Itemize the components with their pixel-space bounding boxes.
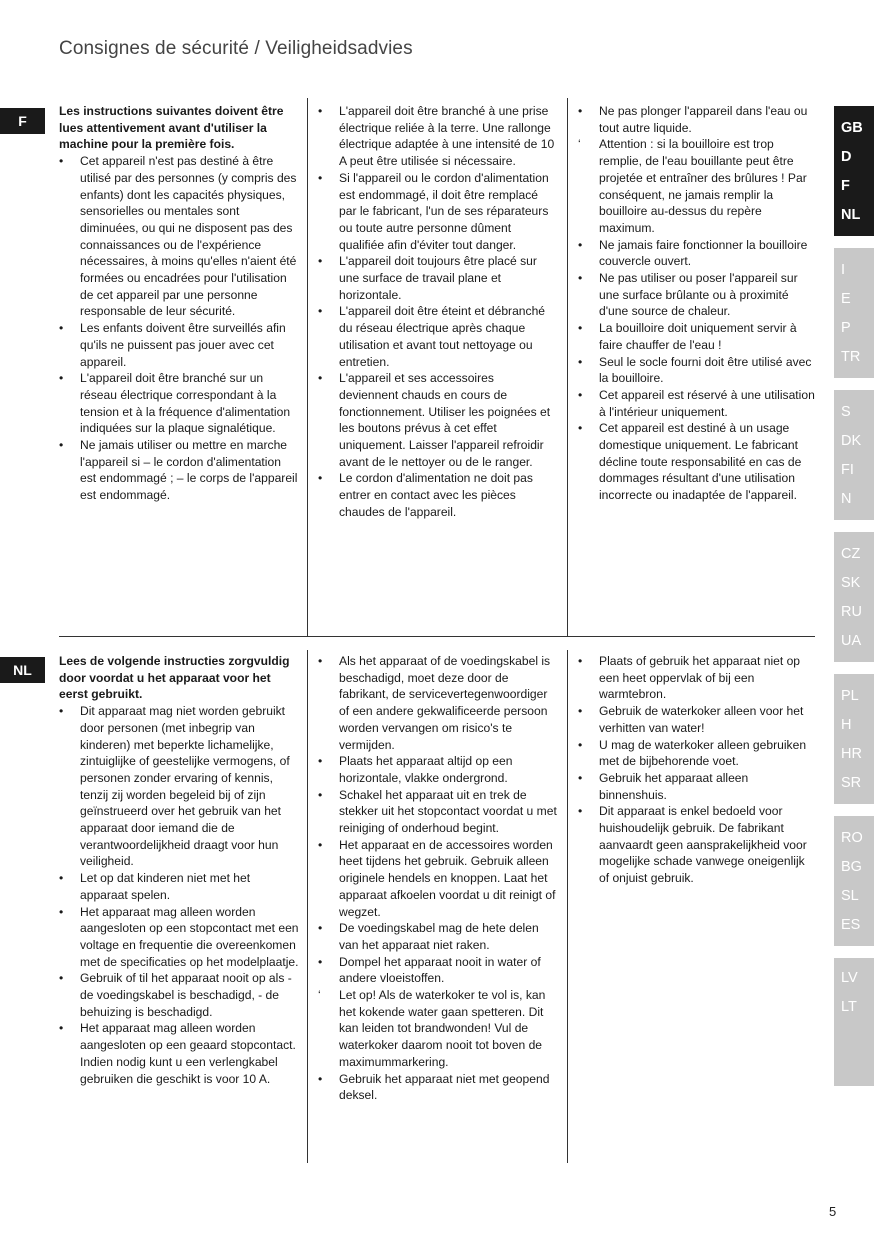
column-divider xyxy=(307,98,308,636)
list-item: • Si l'appareil ou le cordon d'alimentation est endommagé, il doit être remplacé par le fabricant, l'un de ses réparateurs ou toute autre personne dûment qualifiée afin d'éviter tout danger. xyxy=(318,170,556,254)
language-code: SR xyxy=(841,775,862,791)
list-item: • L'appareil doit toujours être placé sur une surface de travail plane et horizontale. xyxy=(318,253,556,303)
language-code: LV xyxy=(841,970,858,986)
section-tag-french: F xyxy=(0,108,45,134)
nl-column-2 xyxy=(318,653,558,1104)
list-item: • Les enfants doivent être surveillés afin qu'ils ne puissent pas jouer avec cet appareil. xyxy=(59,320,299,370)
column-divider xyxy=(567,650,568,1163)
nl-column-1 xyxy=(59,653,299,1087)
fr-intro: Les instructions suivantes doivent être lues attentivement avant d'utiliser la machine pour la première fois. xyxy=(59,104,284,152)
nl-col1-list xyxy=(59,703,299,1087)
language-tab-group[interactable] xyxy=(834,958,874,1086)
fr-column-1 xyxy=(59,103,299,504)
language-code: SL xyxy=(841,888,859,904)
list-item: • Let op dat kinderen niet met het apparaat spelen. xyxy=(59,870,299,903)
language-code: E xyxy=(841,291,851,307)
list-item: • Plaats of gebruik het apparaat niet op een heet oppervlak of bij een warmtebron. xyxy=(578,653,818,703)
list-item: • De voedingskabel mag de hete delen van het apparaat niet raken. xyxy=(318,920,558,953)
language-code: ES xyxy=(841,917,861,933)
nl-col3-list xyxy=(578,653,818,887)
list-item: • Dit apparaat is enkel bedoeld voor huishoudelijk gebruik. De fabrikant aanvaardt geen aansprakelijkheid voor mogelijke schade vanwege oneigenlijk of onjuist gebruik. xyxy=(578,803,818,887)
list-item: • Ne pas utiliser ou poser l'appareil sur une surface brûlante ou à proximité d'une source de chaleur. xyxy=(578,270,816,320)
list-item: • Cet appareil est destiné à un usage domestique uniquement. Le fabricant décline toute responsabilité en cas de dommages résultant d'une utilisation incorrecte ou inadaptée de l'appareil. xyxy=(578,420,816,504)
list-item: • Gebruik het apparaat niet met geopend deksel. xyxy=(318,1071,558,1104)
section-divider xyxy=(59,636,815,637)
list-item: • Cet appareil n'est pas destiné à être utilisé par des personnes (y compris des enfants) dont les capacités physiques, sensorielles ou mentales sont diminuées, ou qui ne disposent pas des connaissances ou de l'expérience nécessaires, à moins qu'elles n'aient été formées ou encadrées pour l'utilisation de cet appareil par une personne responsable de leur sécurité. xyxy=(59,153,299,320)
language-tab-group[interactable] xyxy=(834,390,874,520)
list-item: • Dit apparaat mag niet worden gebruikt door personen (met inbegrip van kinderen) met beperkte lichamelijke, zintuiglijke of geestelijke vermogens, of personen zonder ervaring of kennis, tenzij zij worden begeleid bij of zijn geïnstrueerd over het gebruik van het apparaat door iemand die de verantwoordelijkheid draagt voor hun veiligheid. xyxy=(59,703,299,870)
list-item: • Gebruik het apparaat alleen binnenshuis. xyxy=(578,770,818,803)
list-item: ‘ Let op! Als de waterkoker te vol is, kan het kokende water gaan spetteren. Dit kan leiden tot brandwonden! Vul de waterkoker daarom nooit tot boven de maximummarkering. xyxy=(318,987,558,1071)
nl-col2-list xyxy=(318,653,558,1104)
language-tab-group[interactable] xyxy=(834,674,874,804)
language-tab-group[interactable] xyxy=(834,532,874,662)
list-item: • Dompel het apparaat nooit in water of andere vloeistoffen. xyxy=(318,954,558,987)
list-item: • Het apparaat mag alleen worden aangesloten op een geaard stopcontact. Indien nodig kunt u een verlengkabel gebruiken die geschikt is voor 10 A. xyxy=(59,1020,299,1087)
list-item: • Le cordon d'alimentation ne doit pas entrer en contact avec les pièces chaudes de l'appareil. xyxy=(318,470,556,520)
list-item: • Als het apparaat of de voedingskabel is beschadigd, moet deze door de fabrikant, de servicevertegenwoordiger of een andere gekwalificeerde persoon worden vervangen om risico's te vermijden. xyxy=(318,653,558,753)
fr-column-2 xyxy=(318,103,556,521)
language-tab-group[interactable] xyxy=(834,816,874,946)
list-item: • Gebruik of til het apparaat nooit op als - de voedingskabel is beschadigd, - de behuizing is beschadigd. xyxy=(59,970,299,1020)
fr-col2-list xyxy=(318,103,556,521)
section-tag-dutch: NL xyxy=(0,657,45,683)
language-code: RO xyxy=(841,830,863,846)
list-item: • L'appareil doit être branché à une prise électrique reliée à la terre. Une rallonge électrique adaptée à une intensité de 10 A peut être utilisée si nécessaire. xyxy=(318,103,556,170)
language-code: GB xyxy=(841,120,863,136)
language-code: NL xyxy=(841,207,861,223)
language-code: RU xyxy=(841,604,862,620)
list-item: • Het apparaat mag alleen worden aangesloten op een stopcontact met een voltage en frequentie die overeenkomen met de specificaties op het modelplaatje. xyxy=(59,904,299,971)
nl-column-3 xyxy=(578,653,818,887)
list-item: • L'appareil doit être branché sur un réseau électrique correspondant à la tension et à la fréquence d'alimentation indiquées sur la plaque signalétique. xyxy=(59,370,299,437)
list-item: • U mag de waterkoker alleen gebruiken met de bijbehorende voet. xyxy=(578,737,818,770)
language-code: S xyxy=(841,404,851,420)
language-code: DK xyxy=(841,433,862,449)
nl-intro: Lees de volgende instructies zorgvuldig door voordat u het apparaat voor het eerst gebruikt. xyxy=(59,654,290,702)
language-tab-group[interactable] xyxy=(834,248,874,378)
list-item: • Plaats het apparaat altijd op een horizontale, vlakke ondergrond. xyxy=(318,753,558,786)
list-item: ‘ Attention : si la bouilloire est trop remplie, de l'eau bouillante peut être projetée et entraîner des brûlures ! Par conséquent, ne jamais remplir la bouilloire au-dessus du repère maximum. xyxy=(578,136,816,236)
list-item: • Schakel het apparaat uit en trek de stekker uit het stopcontact voordat u met reiniging of onderhoud begint. xyxy=(318,787,558,837)
language-code: BG xyxy=(841,859,862,875)
fr-col1-list xyxy=(59,153,299,504)
language-code: I xyxy=(841,262,846,278)
language-code: H xyxy=(841,717,852,733)
list-item: • Het apparaat en de accessoires worden heet tijdens het gebruik. Gebruik alleen originele hendels en knoppen. Laat het apparaat afkoelen voordat u dit reinigt of wegzet. xyxy=(318,837,558,921)
language-code: HR xyxy=(841,746,862,762)
list-item: • Cet appareil est réservé à une utilisation à l'intérieur uniquement. xyxy=(578,387,816,420)
list-item: • Ne pas plonger l'appareil dans l'eau ou tout autre liquide. xyxy=(578,103,816,136)
page-number: 5 xyxy=(829,1204,837,1219)
list-item: • Seul le socle fourni doit être utilisé avec la bouilloire. xyxy=(578,354,816,387)
page-title: Consignes de sécurité / Veiligheidsadvies xyxy=(59,38,413,59)
list-item: • Gebruik de waterkoker alleen voor het verhitten van water! xyxy=(578,703,818,736)
language-code: PL xyxy=(841,688,859,704)
fr-col3-list xyxy=(578,103,816,504)
list-item: • L'appareil doit être éteint et débranché du réseau électrique après chaque utilisation et avant tout nettoyage ou entretien. xyxy=(318,303,556,370)
list-item: • La bouilloire doit uniquement servir à faire chauffer de l'eau ! xyxy=(578,320,816,353)
list-item: • L'appareil et ses accessoires deviennent chauds en cours de fonctionnement. Utiliser les poignées et les boutons prévus à cet effet uniquement. Laisser l'appareil refroidir avant de le nettoyer ou de le ranger. xyxy=(318,370,556,470)
language-code: UA xyxy=(841,633,862,649)
language-code: SK xyxy=(841,575,861,591)
list-item: • Ne jamais faire fonctionner la bouilloire couvercle ouvert. xyxy=(578,237,816,270)
language-code: LT xyxy=(841,999,857,1015)
column-divider xyxy=(567,98,568,636)
language-code: P xyxy=(841,320,851,336)
fr-column-3 xyxy=(578,103,816,504)
language-code: N xyxy=(841,491,852,507)
language-code: F xyxy=(841,178,850,194)
language-code: D xyxy=(841,149,852,165)
list-item: • Ne jamais utiliser ou mettre en marche l'appareil si – le cordon d'alimentation est endommagé ; – le corps de l'appareil est endommagé. xyxy=(59,437,299,504)
language-tab-group[interactable] xyxy=(834,106,874,236)
column-divider xyxy=(307,650,308,1163)
language-code: CZ xyxy=(841,546,861,562)
language-code: TR xyxy=(841,349,861,365)
language-code: FI xyxy=(841,462,854,478)
